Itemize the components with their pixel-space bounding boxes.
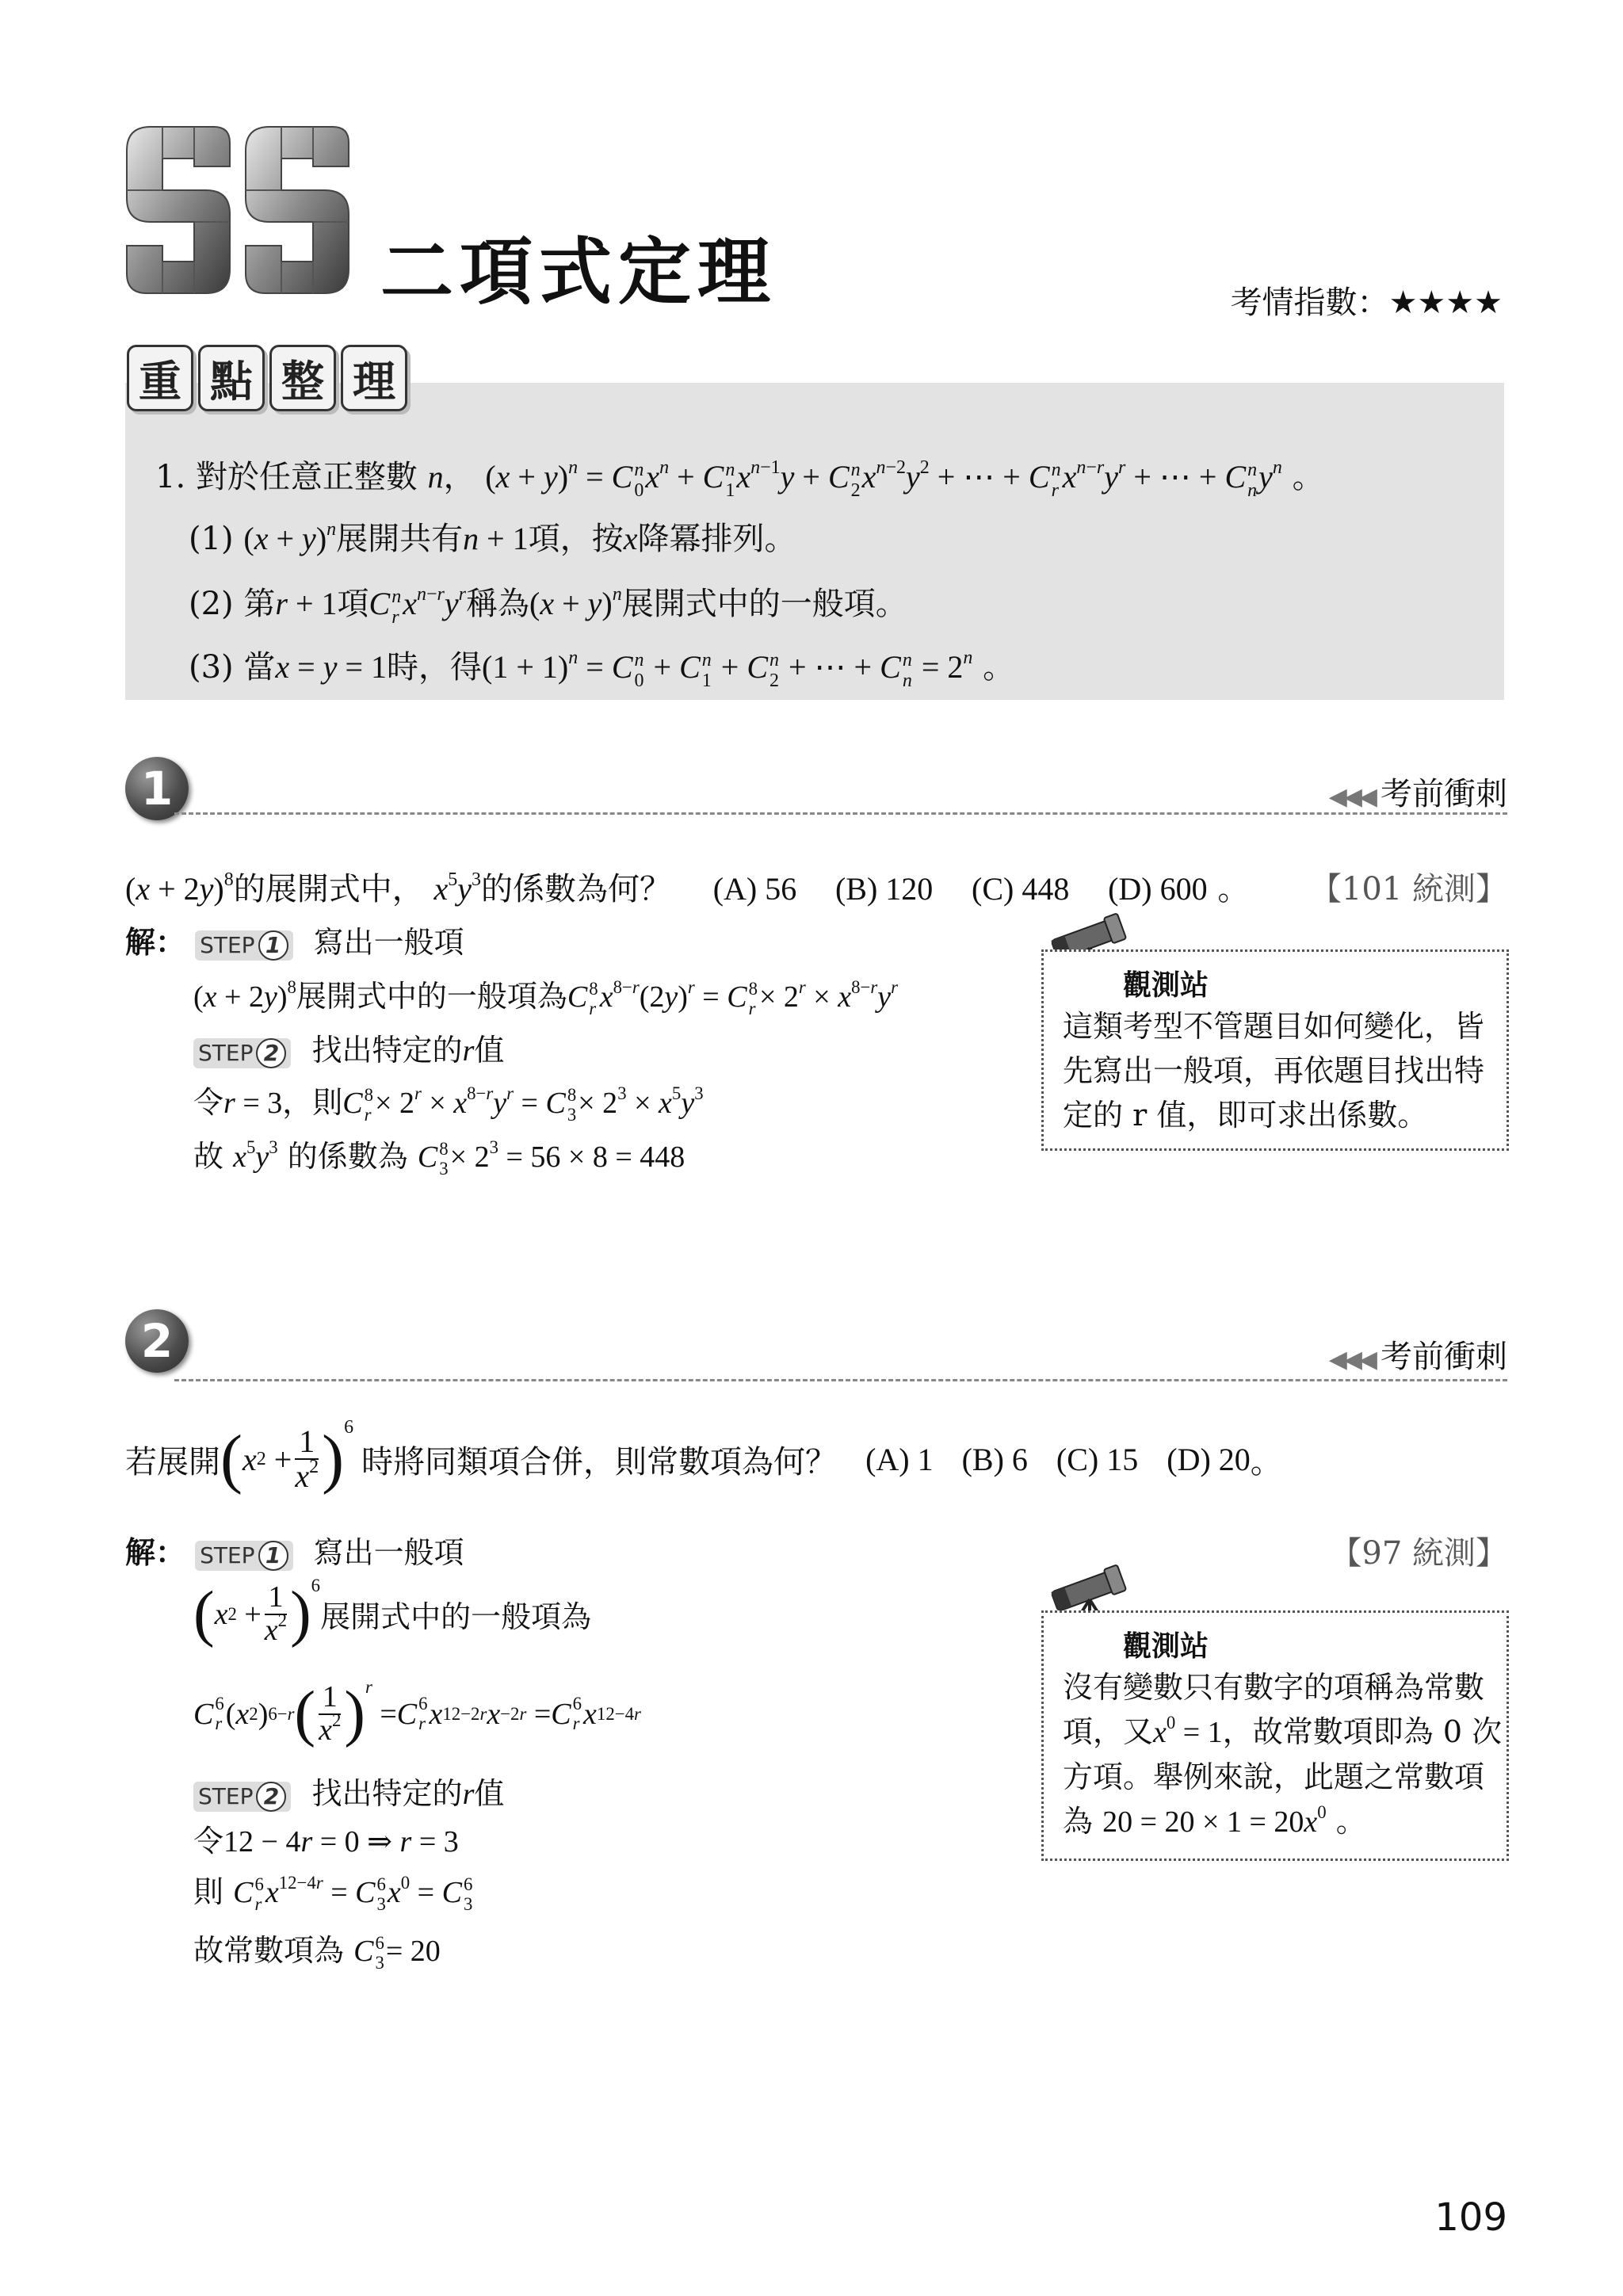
- triple-arrow-icon: ◀◀◀: [1328, 1346, 1374, 1373]
- problem-1-step-2: STEP 2 找出特定的r值: [193, 1026, 504, 1069]
- ss-logo: [119, 119, 357, 312]
- problem-1-source: 【101 統測】: [1309, 871, 1507, 907]
- step-badge: STEP 2: [193, 1782, 291, 1812]
- triple-arrow-icon: ◀◀◀: [1328, 783, 1374, 811]
- tip-title: 觀測站: [1123, 1630, 1209, 1663]
- binomial-formula: $(x + y)^n = C$ n 0 $x^n + C$ n 1 $x^{n-1}y + C$ n 2 $x^{n-2}y^2$ + ⋯ + C n r $x^{n-r}y^r$ + ⋯ + C n n $y^n$: [485, 457, 1282, 502]
- problem-1-number: 1: [125, 757, 189, 820]
- badge-char: 理: [341, 345, 407, 411]
- rating-stars: ★★★★: [1388, 285, 1503, 321]
- problem-1-divider: [174, 812, 1507, 815]
- choice: (D) 20: [1167, 1441, 1251, 1477]
- problem-2-number: 2: [125, 1309, 189, 1373]
- choice: (A) 1: [865, 1441, 934, 1477]
- exam-rating: [1231, 277, 1503, 323]
- problem-2-line-3: 令12 − 4r = 0 ⇒ r = 3: [193, 1824, 459, 1859]
- page-title: 二項式定理: [380, 230, 777, 315]
- choice: (A) 56: [712, 871, 797, 907]
- problem-1-tip-box: [1041, 949, 1509, 1151]
- problem-2-step-2: STEP 2 找出特定的r值: [193, 1769, 504, 1813]
- tip-body: 這類考型不管題目如何變化，皆 先寫出一般項，再依題目找出特 定的 r 值，即可求出係數。: [1063, 1009, 1485, 1133]
- problem-2-source: 【97 統測】: [1330, 1535, 1507, 1572]
- key-points-badges: [127, 345, 407, 411]
- badge-char: 點: [198, 345, 265, 411]
- choice: (D) 600: [1108, 871, 1208, 907]
- problem-1-line-3: 令r = 3，則C 8 r × $2^r \times x^{8-r}y^r = C$ 8 3 × $2^3 \times x^5y^3$: [193, 1083, 704, 1125]
- step-badge: STEP 1: [195, 1541, 292, 1571]
- key-point-1: 1. 對於任意正整數 n， $(x + y)^n = C$ n 0 $x^n + C$ n 1 $x^{n-1}y + C$ n 2 $x^{n-2}y^2$ + ⋯ + C n r $x^{n-r}y^r$ + ⋯ + C n n $y^n$ 。: [155, 457, 1324, 502]
- rating-label: 考情指數：: [1230, 285, 1389, 321]
- key-point-1-sub-2: (2) 第r + 1項C n r $x^{n-r}y^r$稱為$(x + y)^n$展開式中的一般項。: [189, 584, 907, 628]
- problem-2-line-1: ( x 2 + $\frac{1}{x^2}$ ) 6 展開式中的一般項為: [193, 1576, 592, 1648]
- problem-2-step-1: 解： STEP 1 寫出一般項: [125, 1535, 464, 1570]
- problem-1-line-1: $(x + 2y)^8$展開式中的一般項為C 8 r $x^{8-r}(2y)^r = C$ 8 r × $2^r \times x^{8-r}y^r$: [193, 976, 898, 1019]
- key-point-1-sub-3: (3) 當x = y = 1時，得$(1 + 1)^n = C$ n 0 + C n 1 + C n 2 + ⋯ + C n n = $2^n$ 。: [189, 648, 1015, 692]
- badge-char: 重: [127, 345, 193, 411]
- key-point-1-sub-1: (1) $(x + y)^n$展開共有n + 1項，按x降冪排列。: [189, 519, 796, 557]
- choice: (B) 120: [834, 871, 934, 907]
- choice: (C) 448: [972, 871, 1070, 907]
- problem-2-question: 若展開 ( x 2 + $\frac{1}{x^2}$ ) 6 時將同類項合併，則常數項為何？ (A) 1 (B) 6 (C) 15 (D) 20 。: [125, 1417, 1282, 1496]
- problem-2-line-4: 則 C 6 r $x^{12-4r} = C$ 6 3 $x^0 = C$ 6 3: [193, 1872, 473, 1915]
- problem-2-line-2: C 6 r ( x 2 ) 6−r ( $\frac{1}{x^2}$ ) r = C 6 r x 12−2r x −2r = C 6 r x 12−4r: [193, 1677, 641, 1748]
- choice: (C) 15: [1056, 1441, 1139, 1477]
- problem-1-step-1: 解： STEP 1 寫出一般項: [125, 925, 464, 960]
- choice: (B) 6: [961, 1441, 1028, 1477]
- badge-char: 整: [269, 345, 336, 411]
- problem-1-line-4: 故 $x^5y^3$ 的係數為 C 8 3 × $2^3 = 56 \times 8 = 448$: [193, 1137, 685, 1179]
- tip-body: 沒有變數只有數字的項稱為常數 項，又$x^0 = 1$，故常數項即為 0 次 方項。舉例來說，此題之常數項 為 $20 = 20 \times 1 = 20x^0$ 。: [1063, 1670, 1503, 1839]
- problem-2-line-5: 故常數項為 C 6 3 = 20: [193, 1933, 441, 1973]
- step-badge: STEP 2: [193, 1038, 291, 1068]
- problem-1-section-label: ◀◀◀ 考前衝刺: [1328, 776, 1507, 812]
- problem-1-question: $(x + 2y)^8$的展開式中， $x^5y^3$的係數為何？ (A) 56 (B) 120 (C) 448 (D) 600 。: [125, 869, 1250, 907]
- problem-2-divider: [174, 1379, 1507, 1381]
- step-badge: STEP 1: [195, 930, 292, 961]
- page-number: 109: [1434, 2195, 1507, 2240]
- tip-title: 觀測站: [1123, 969, 1209, 1002]
- problem-2-tip-box: [1041, 1610, 1509, 1861]
- problem-2-section-label: ◀◀◀ 考前衝刺: [1328, 1339, 1507, 1375]
